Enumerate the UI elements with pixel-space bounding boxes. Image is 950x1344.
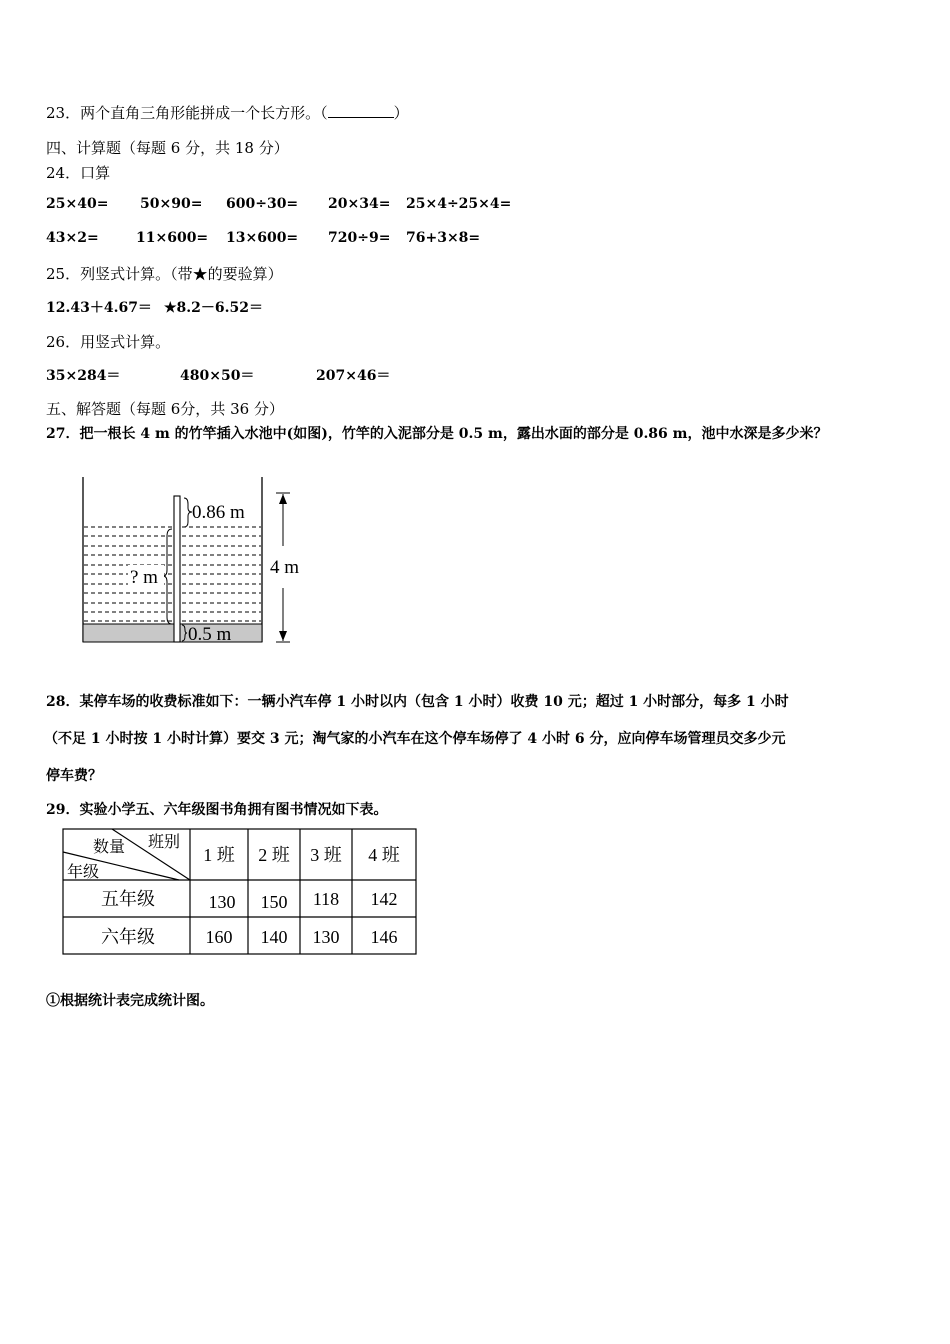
question-29-text: 29．实验小学五、六年级图书角拥有图书情况如下表。 <box>46 802 388 818</box>
water-depth-brace <box>163 529 172 624</box>
question-28-line-3: 停车费？ <box>46 768 102 784</box>
top-length-label: 0.86 m <box>192 502 245 523</box>
table-cell: 150 <box>260 892 288 912</box>
table-cell: 146 <box>370 927 398 947</box>
books-table <box>62 828 418 956</box>
row-label: 六年级 <box>101 927 155 947</box>
calc-item: 25×4÷25×4= <box>406 196 512 212</box>
table-cell: 118 <box>312 889 340 909</box>
question-28-line-2: （不足 1 小时按 1 小时计算）要交 3 元；淘气家的小汽车在这个停车场停了 4 小时 6 分，应向停车场管理员交多少元 <box>44 731 786 747</box>
calc-item: 207×46＝ <box>316 368 391 384</box>
corner-header-grade: 年级 <box>67 864 100 881</box>
calc-item: 50×90= <box>140 196 203 212</box>
table-cell: 160 <box>205 927 233 947</box>
calc-item: 20×34= <box>328 196 391 212</box>
column-header: 3 班 <box>310 845 342 865</box>
calc-item: 720÷9= <box>328 230 391 246</box>
pool-bamboo-figure <box>76 474 316 646</box>
question-28-line-1: 28．某停车场的收费标准如下：一辆小汽车停 1 小时以内（包含 1 小时）收费 10 元；超过 1 小时部分，每多 1 小时 <box>46 694 789 710</box>
calc-item: 25×40= <box>46 196 109 212</box>
column-header: 1 班 <box>203 845 235 865</box>
top-brace <box>184 498 192 527</box>
row-label: 五年级 <box>101 889 155 909</box>
table-cell: 130 <box>312 927 340 947</box>
calc-item: 35×284＝ <box>46 368 121 384</box>
question-23-text: 23．两个直角三角形能拼成一个长方形。（ <box>46 104 328 122</box>
calc-item: 43×2= <box>46 230 99 246</box>
question-23 <box>46 102 409 123</box>
section-5-heading: 五、解答题（每题 6分，共 36 分） <box>46 400 284 418</box>
mud-layer <box>83 624 262 642</box>
corner-header-class: 班别 <box>148 834 181 851</box>
calc-item: 480×50＝ <box>180 368 255 384</box>
calc-item: ★8.2－6.52＝ <box>164 300 264 316</box>
column-header: 4 班 <box>368 845 400 865</box>
section-4-heading: 四、计算题（每题 6 分，共 18 分） <box>46 139 289 157</box>
calc-item: 600÷30= <box>226 196 299 212</box>
answer-blank[interactable] <box>328 105 394 118</box>
calc-item: 13×600= <box>226 230 299 246</box>
calc-item: 12.43＋4.67＝ <box>46 300 152 316</box>
calc-item: 11×600= <box>136 230 209 246</box>
table-cell: 140 <box>260 927 288 947</box>
total-length-label: 4 m <box>270 557 300 578</box>
table-cell: 130 <box>208 892 236 912</box>
table-cell: 142 <box>370 889 398 909</box>
corner-header-quantity: 数量 <box>93 839 126 856</box>
mud-length-label: 0.5 m <box>188 624 232 645</box>
calc-item: 76+3×8= <box>406 230 481 246</box>
water-lines <box>84 527 261 621</box>
bamboo-pole <box>174 496 180 642</box>
question-24-title: 24．口算 <box>46 164 111 182</box>
question-23-close: ） <box>393 104 409 122</box>
question-26-title: 26．用竖式计算。 <box>46 333 171 351</box>
question-29-sub-1: ①根据统计表完成统计图。 <box>46 993 214 1009</box>
water-depth-label: ? m <box>130 567 158 588</box>
question-27-text: 27．把一根长 4 m 的竹竿插入水池中(如图)，竹竿的入泥部分是 0.5 m，露出水面的部分是 0.86 m，池中水深是多少米？ <box>46 426 828 442</box>
question-25-title: 25．列竖式计算。（带★的要验算） <box>46 265 283 283</box>
column-header: 2 班 <box>258 845 290 865</box>
